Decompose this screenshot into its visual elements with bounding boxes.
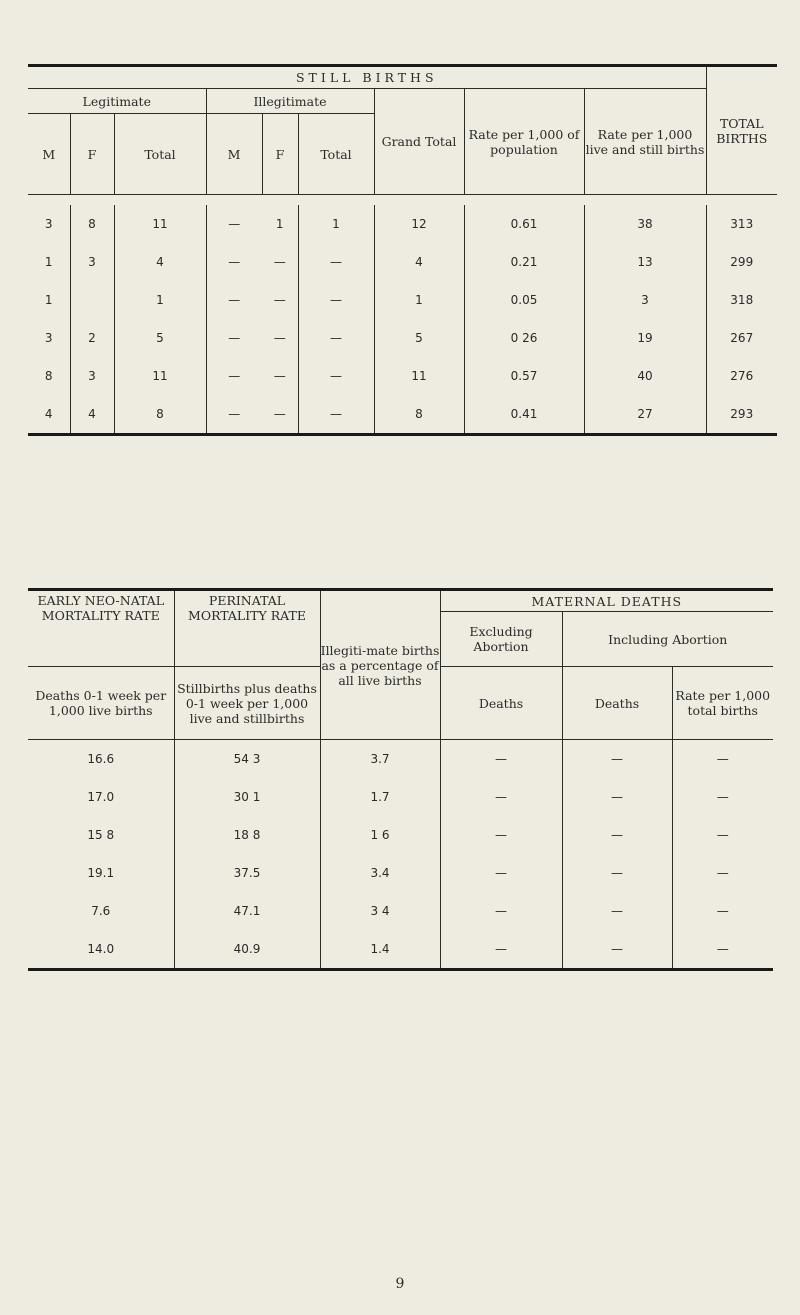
including-abortion-header: Including Abortion <box>562 612 773 667</box>
illegit-total-header: Total <box>298 114 374 195</box>
table-cell: 1.7 <box>320 778 440 816</box>
illegit-m-header: M <box>206 114 262 195</box>
table-cell: 267 <box>730 331 754 345</box>
table-cell: 0 26 <box>464 319 584 357</box>
table-row <box>28 892 773 930</box>
table-cell: 2 <box>70 319 114 357</box>
table-row <box>28 930 773 970</box>
table-cell: — <box>206 205 262 243</box>
table-cell: — <box>672 778 773 816</box>
table-cell: 40 <box>584 357 706 395</box>
table-cell: — <box>440 816 562 854</box>
mortality-table <box>28 588 773 971</box>
table-cell: — <box>298 243 374 281</box>
table-cell: 1 <box>114 281 206 319</box>
table-cell: — <box>206 395 262 435</box>
table-cell: 1.4 <box>320 930 440 970</box>
table-cell: 3 4 <box>320 892 440 930</box>
table-cell: 4 <box>114 243 206 281</box>
illegitimate-percentage-header: Illegiti-mate births as a percentage of all live births <box>320 590 440 740</box>
legit-total-header: Total <box>114 114 206 195</box>
table-cell: 11 <box>114 357 206 395</box>
table-cell: 276 <box>730 369 754 383</box>
table-cell: 1 6 <box>320 816 440 854</box>
table-cell: 299 <box>730 255 754 269</box>
table-cell: 27 <box>584 395 706 435</box>
table-cell: — <box>672 740 773 779</box>
table-cell: — <box>672 930 773 970</box>
incl-deaths-header: Deaths <box>562 667 672 740</box>
table-cell: 4 <box>374 243 464 281</box>
rate-population-header: Rate per 1,000 of population <box>464 89 584 195</box>
illegit-f-header: F <box>262 114 298 195</box>
table-cell: — <box>562 930 672 970</box>
illegitimate-header: Illegitimate <box>206 89 374 114</box>
perinatal-header: PERINATAL MORTALITY RATE <box>174 590 320 667</box>
table-cell: 19 <box>584 319 706 357</box>
table-cell: 37.5 <box>174 854 320 892</box>
table-cell: 5 <box>374 319 464 357</box>
table-cell: — <box>273 293 286 307</box>
table-cell: — <box>440 854 562 892</box>
rate-live-still-header: Rate per 1,000 live and still births <box>584 89 706 195</box>
table-cell: 54 3 <box>174 740 320 779</box>
table-cell: 4 <box>70 395 114 435</box>
table-cell: 11 <box>114 205 206 243</box>
stillbirths-plus-header: Stillbirths plus deaths 0-1 week per 1,000 live and stillbirths <box>174 667 320 740</box>
legit-m-header: M <box>28 114 70 195</box>
table-cell: 3 <box>44 331 53 345</box>
table-cell: 3 <box>584 281 706 319</box>
legitimate-header: Legitimate <box>28 89 206 114</box>
table-cell: 1 <box>374 281 464 319</box>
table-cell: 13 <box>584 243 706 281</box>
table-cell: 8 <box>44 369 53 383</box>
table-cell: — <box>206 319 262 357</box>
table-cell: 318 <box>730 293 754 307</box>
table-cell: — <box>206 357 262 395</box>
table-cell: 0.57 <box>464 357 584 395</box>
table-row <box>28 740 773 779</box>
table-cell: 7.6 <box>28 892 174 930</box>
table-cell: 19.1 <box>28 854 174 892</box>
table-cell: 40.9 <box>174 930 320 970</box>
table-row <box>28 357 777 395</box>
page-number: 9 <box>395 1276 405 1292</box>
table-cell: 12 <box>374 205 464 243</box>
rate-total-births-header: Rate per 1,000 total births <box>672 667 773 740</box>
table-cell: — <box>440 740 562 779</box>
table-cell: 293 <box>706 395 777 435</box>
table-cell: 313 <box>730 217 754 231</box>
table-cell: 1 <box>44 293 53 307</box>
table-row <box>28 205 777 243</box>
total-births-header: TOTAL BIRTHS <box>706 66 777 195</box>
table-cell: — <box>562 854 672 892</box>
table-cell: — <box>298 395 374 435</box>
table-row <box>28 816 773 854</box>
table-cell: 47.1 <box>174 892 320 930</box>
legit-f-header: F <box>70 114 114 195</box>
table-cell: — <box>672 816 773 854</box>
still-births-table <box>28 64 777 436</box>
table-cell: 11 <box>374 357 464 395</box>
table-cell: 1 <box>298 205 374 243</box>
table-cell <box>70 281 114 319</box>
table-cell: 0.21 <box>464 243 584 281</box>
deaths-week-header: Deaths 0-1 week per 1,000 live births <box>28 667 174 740</box>
still-births-title: STILL BIRTHS <box>28 66 706 89</box>
table-cell: 8 <box>70 205 114 243</box>
table-cell: 3 <box>44 217 53 231</box>
table-cell: — <box>298 281 374 319</box>
table-row <box>28 281 777 319</box>
table-cell: 17.0 <box>28 778 174 816</box>
table-cell: 30 1 <box>174 778 320 816</box>
table-cell: — <box>440 778 562 816</box>
grand-total-header: Grand Total <box>374 89 464 195</box>
table-cell: — <box>262 395 298 435</box>
table-cell: 0.41 <box>464 395 584 435</box>
table-cell: 15 8 <box>28 816 174 854</box>
table-cell: — <box>206 243 262 281</box>
table-cell: 18 8 <box>174 816 320 854</box>
table-cell: — <box>273 331 286 345</box>
table-cell: 8 <box>114 395 206 435</box>
table-row <box>28 854 773 892</box>
table-cell: 1 <box>44 255 53 269</box>
table-cell: — <box>562 816 672 854</box>
table-cell: 8 <box>374 395 464 435</box>
table-row <box>28 778 773 816</box>
table-cell: 5 <box>114 319 206 357</box>
excluding-abortion-header: Excluding Abortion <box>440 612 562 667</box>
table-cell: 4 <box>28 395 70 435</box>
table-cell: 3.7 <box>320 740 440 779</box>
table-cell: — <box>672 892 773 930</box>
table-cell: 3.4 <box>320 854 440 892</box>
table-cell: 0.05 <box>464 281 584 319</box>
table-cell: — <box>273 255 286 269</box>
table-cell: — <box>440 892 562 930</box>
table-row <box>28 319 777 357</box>
table-row <box>28 395 777 435</box>
table-cell: — <box>298 319 374 357</box>
table-cell: — <box>672 854 773 892</box>
table-cell: — <box>273 369 286 383</box>
maternal-deaths-header: MATERNAL DEATHS <box>440 590 773 612</box>
table-cell: — <box>206 281 262 319</box>
table-cell: 16.6 <box>28 740 174 779</box>
table-row <box>28 243 777 281</box>
table-cell: — <box>562 778 672 816</box>
table-cell: 0.61 <box>464 205 584 243</box>
table-cell: 14.0 <box>28 930 174 970</box>
table-cell: 3 <box>70 243 114 281</box>
table-cell: — <box>440 930 562 970</box>
table-cell: 3 <box>70 357 114 395</box>
early-neonatal-header: EARLY NEO-NATAL MORTALITY RATE <box>28 590 174 667</box>
excl-deaths-header: Deaths <box>440 667 562 740</box>
table-cell: 38 <box>584 205 706 243</box>
table-cell: — <box>562 740 672 779</box>
table-cell: — <box>298 357 374 395</box>
table-cell: 1 <box>275 217 284 231</box>
table-cell: — <box>562 892 672 930</box>
